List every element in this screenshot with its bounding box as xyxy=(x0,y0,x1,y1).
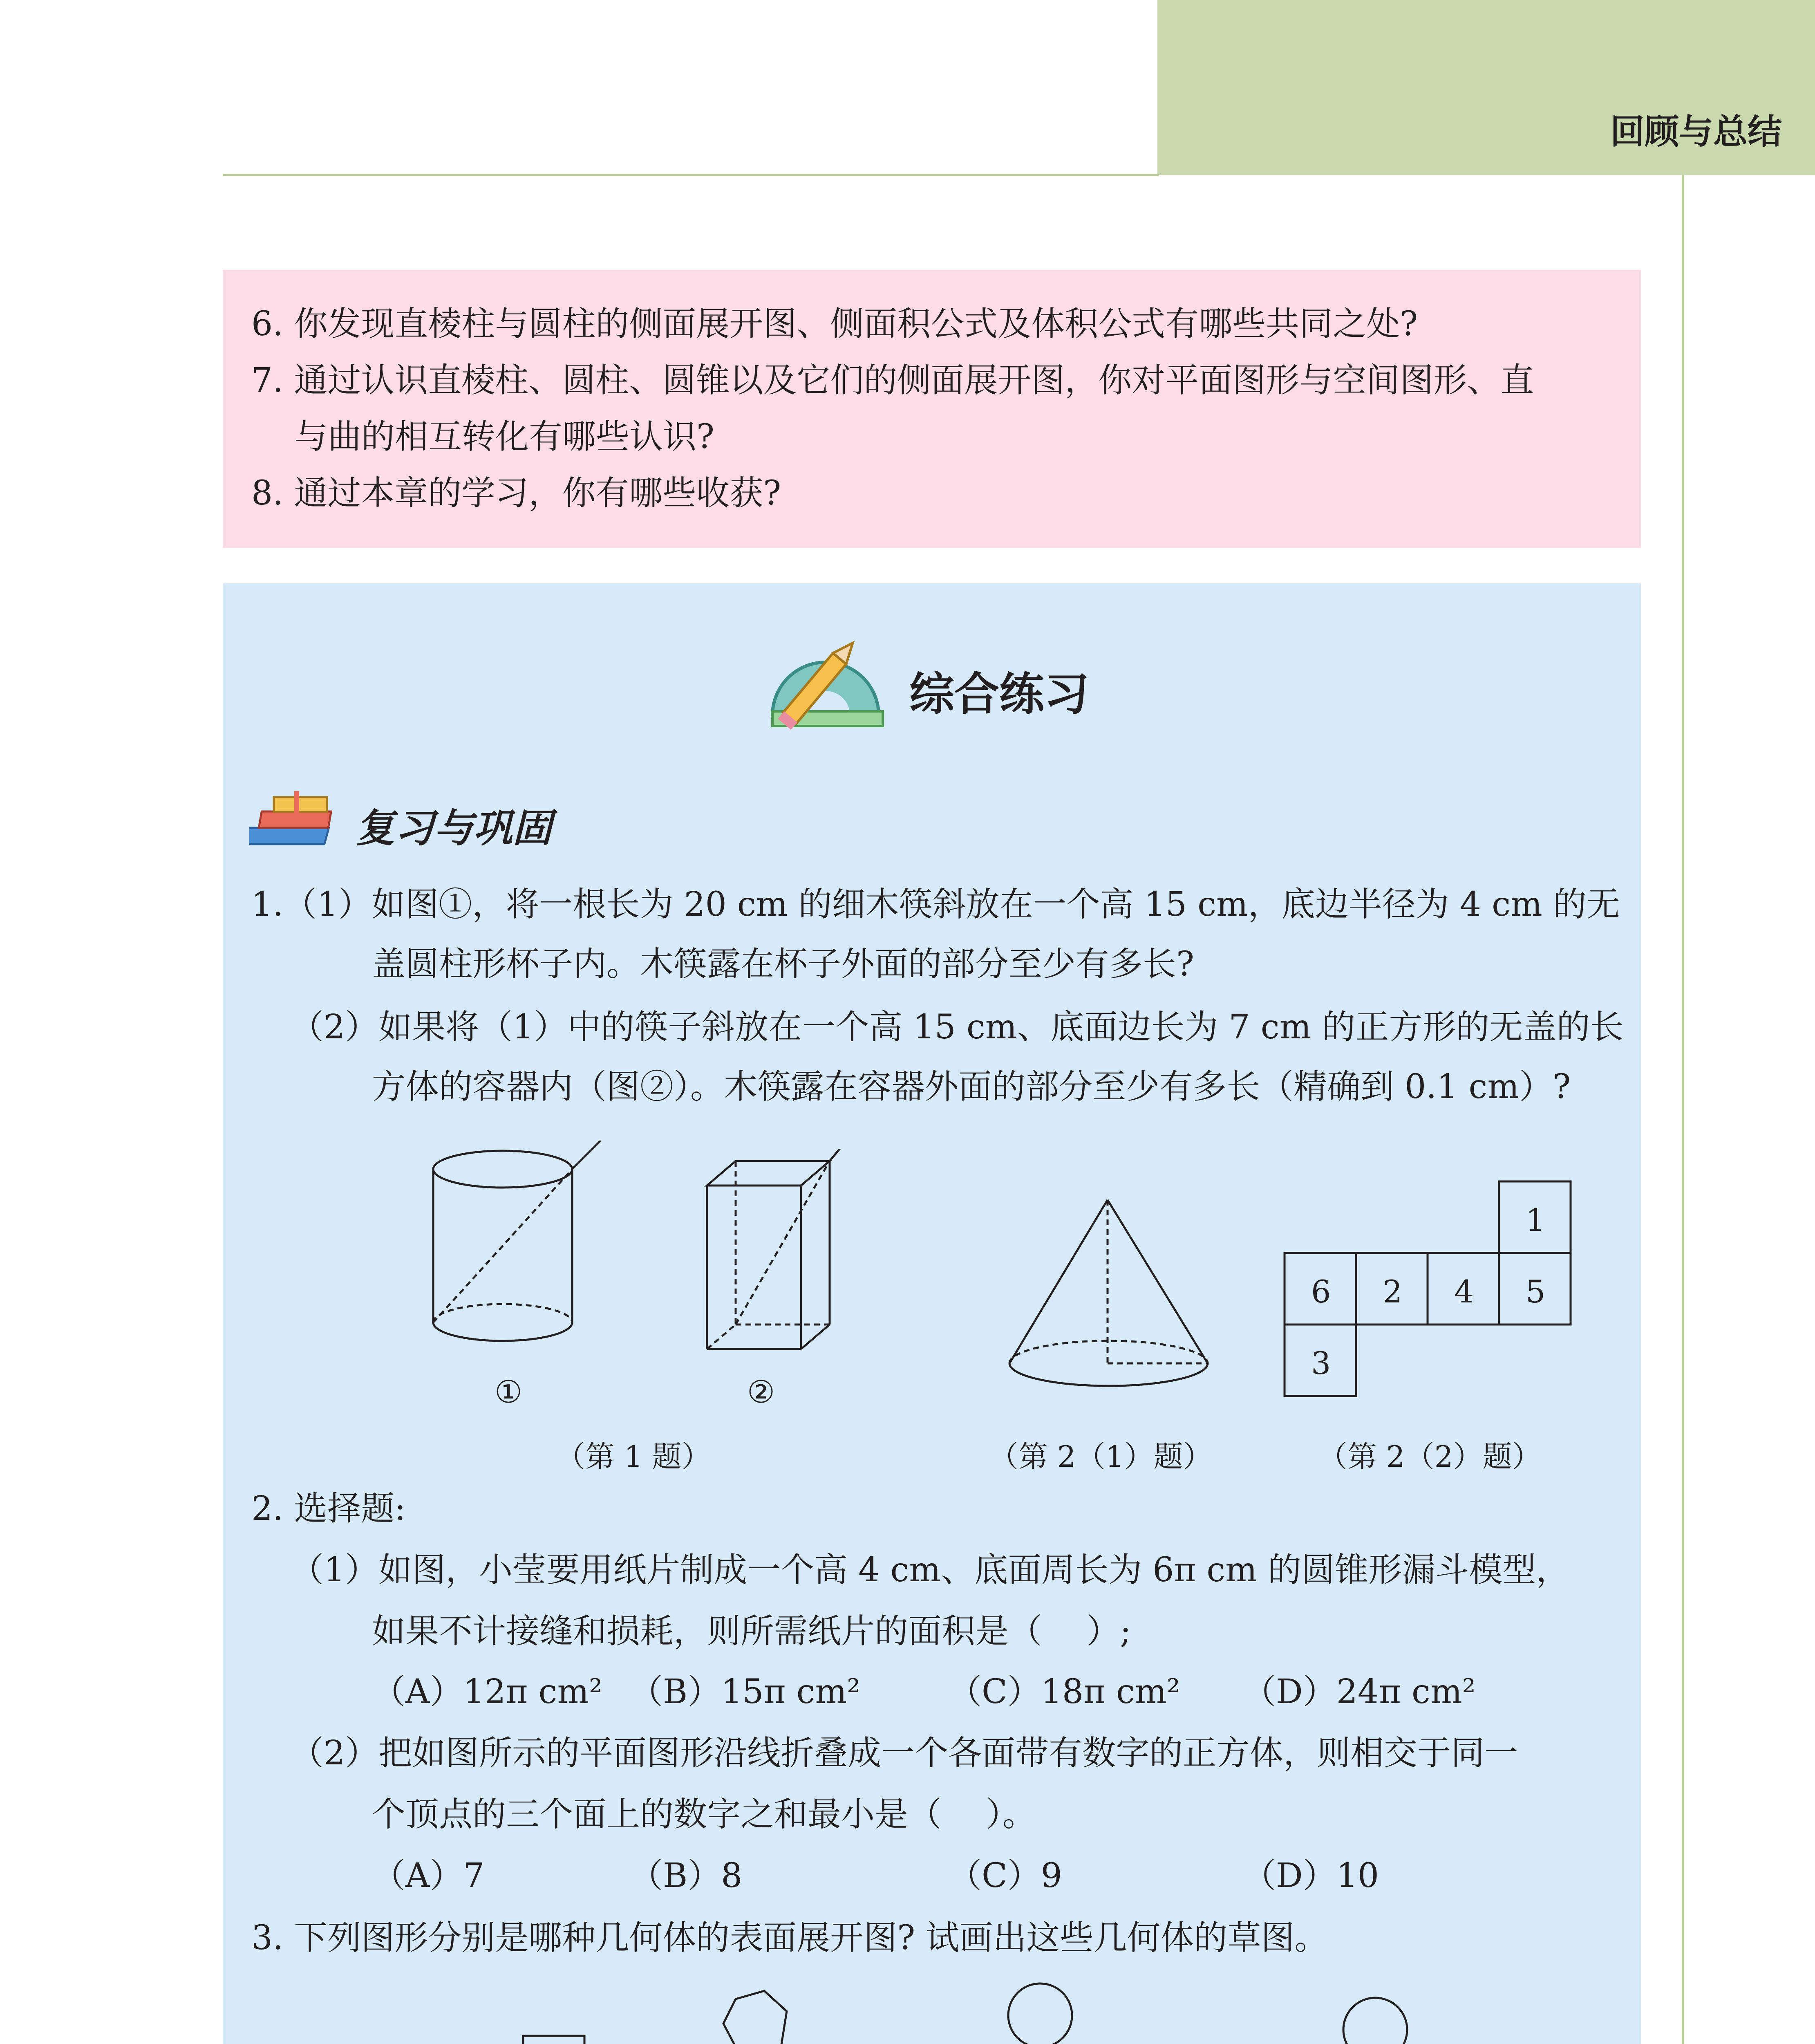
figure1-label-2: ② xyxy=(747,1374,775,1410)
books-icon xyxy=(249,789,347,850)
q2-1-line-2: 如果不计接缝和损耗，则所需纸片的面积是（ ）; xyxy=(372,1612,1131,1651)
figure1-label-1: ① xyxy=(495,1374,523,1410)
net-figure-2 xyxy=(711,1987,965,2044)
q2-1-option-b: （B）15π cm² xyxy=(629,1672,861,1711)
q2-1-option-c: （C）18π cm² xyxy=(948,1672,1180,1711)
q1-line-3: （2）如果将（1）中的筷子斜放在一个高 15 cm、底面边长为 7 cm 的正方形的无盖的长 xyxy=(290,1008,1624,1047)
figure2-2-caption: （第 2（2）题） xyxy=(1318,1439,1542,1474)
q2-2-option-a: （A）7 xyxy=(372,1856,485,1895)
subsection-title: 复习与巩固 xyxy=(356,805,552,851)
q2-2-line-2: 个顶点的三个面上的数字之和最小是（ ）。 xyxy=(372,1795,1036,1834)
review-question-7-cont: 与曲的相互转化有哪些认识? xyxy=(294,417,714,456)
q1-line-1: 1.（1）如图①，将一根长为 20 cm 的细木筷斜放在一个高 15 cm，底边半径为 4 cm 的无 xyxy=(251,885,1620,924)
q2-2-option-c: （C）9 xyxy=(948,1856,1062,1895)
margin-rule xyxy=(1682,175,1684,2044)
q2-2-line-1: （2）把如图所示的平面图形沿线折叠成一个各面带有数字的正方体，则相交于同一 xyxy=(290,1734,1518,1773)
review-question-6: 6. 你发现直棱柱与圆柱的侧面展开图、侧面积公式及体积公式有哪些共同之处? xyxy=(251,305,1418,343)
review-question-7: 7. 通过认识直棱柱、圆柱、圆锥以及它们的侧面展开图，你对平面图形与空间图形、直 xyxy=(251,361,1534,400)
cylinder-figure xyxy=(425,1141,613,1369)
cube-net-face-2: 2 xyxy=(1383,1273,1403,1310)
q1-line-4: 方体的容器内（图②）。木筷露在容器外面的部分至少有多长（精确到 0.1 cm）? xyxy=(372,1067,1571,1106)
header-rule xyxy=(223,174,1159,176)
cube-net-face-5: 5 xyxy=(1526,1273,1546,1310)
cone-figure xyxy=(1003,1194,1224,1402)
section-title: 综合练习 xyxy=(909,668,1089,720)
net-figure-1 xyxy=(392,2024,638,2044)
net-figure-4 xyxy=(1251,1991,1422,2044)
q2-2-option-d: （D）10 xyxy=(1242,1856,1379,1895)
q1-line-2: 盖圆柱形杯子内。木筷露在杯子外面的部分至少有多长? xyxy=(372,945,1194,984)
net-figure-3 xyxy=(1001,1979,1202,2044)
q3-line: 3. 下列图形分别是哪种几何体的表面展开图? 试画出这些几何体的草图。 xyxy=(251,1918,1328,1957)
cube-net-face-1: 1 xyxy=(1526,1202,1546,1238)
q2-2-option-b: （B）8 xyxy=(629,1856,743,1895)
q2-1-option-a: （A）12π cm² xyxy=(372,1672,603,1711)
review-question-8: 8. 通过本章的学习，你有哪些收获? xyxy=(251,474,781,513)
q2-1-line-1: （1）如图，小莹要用纸片制成一个高 4 cm、底面周长为 6π cm 的圆锥形漏斗模型， xyxy=(290,1551,1570,1589)
chapter-title: 回顾与总结 xyxy=(1610,112,1782,152)
cube-net-face-4: 4 xyxy=(1454,1273,1474,1310)
figure2-1-caption: （第 2（1）题） xyxy=(989,1439,1213,1474)
cube-net-face-3: 3 xyxy=(1311,1345,1331,1381)
q2-1-option-d: （D）24π cm² xyxy=(1242,1672,1476,1711)
q2-title: 2. 选择题: xyxy=(251,1489,406,1528)
figure1-caption: （第 1 题） xyxy=(556,1439,711,1474)
cuboid-figure xyxy=(699,1149,846,1361)
protractor-pencil-icon xyxy=(756,638,891,740)
cube-net-face-6: 6 xyxy=(1311,1273,1331,1310)
